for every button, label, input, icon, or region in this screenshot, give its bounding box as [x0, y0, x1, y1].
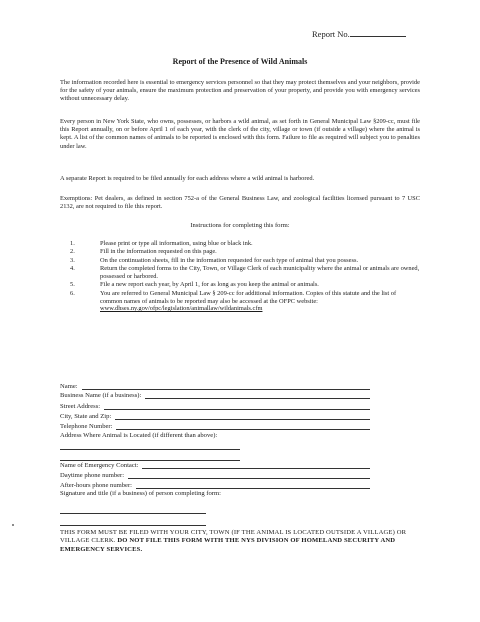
- exemptions-paragraph: Exemptions: Pet dealers, as defined in section 752-a of the General Business Law, and zoological facilities licensed pursuant to 7 USC 2132, are not required to file this report.: [60, 195, 420, 211]
- scan-speck: [12, 524, 14, 526]
- instruction-number: 1.: [70, 240, 75, 247]
- instruction-text-body: You are referred to General Municipal Law § 209-cc for additional information. Copies of this statute and the list of common names of animals to be reported may also be accessed at the OFPC website:: [100, 289, 397, 305]
- instruction-item: [70, 248, 420, 256]
- instruction-text: Return the completed forms to the City, Town, or Village Clerk of each municipality where the animal or animals are owned, possessed or harbored.: [100, 265, 420, 280]
- form-title: Report of the Presence of Wild Animals: [172, 57, 308, 66]
- ofpc-website-link[interactable]: www.dhses.ny.gov/ofpc/legislation/animallaw/wildanimals.cfm: [100, 305, 263, 313]
- report-number-field[interactable]: [350, 28, 406, 37]
- intro-paragraph: The information recorded here is essential to emergency services personnel so that they may protect themselves and your neighbors, provide for the safety of your animals, ensure the maximum protection and preservation of your property, and provide you with emergency services without unnecessary delay.: [60, 79, 420, 103]
- business-name-label: Business Name (if a business):: [60, 392, 142, 399]
- instruction-text: File a new report each year, by April 1, for as long as you keep the animal or animals.: [100, 281, 319, 289]
- business-name-field[interactable]: [60, 392, 370, 399]
- instruction-text: Please print or type all information, using blue or black ink.: [100, 240, 253, 247]
- report-number-label: Report No.: [312, 29, 350, 39]
- instruction-number: 6.: [70, 289, 75, 297]
- separate-report-paragraph: A separate Report is required to be filed annually for each address where a wild animal is harbored.: [60, 175, 315, 182]
- instruction-number: 3.: [70, 256, 75, 264]
- instruction-text: Fill in the information requested on this page.: [100, 248, 217, 256]
- instruction-text: [100, 290, 420, 313]
- report-number: [312, 28, 406, 39]
- instruction-item: [70, 265, 420, 281]
- after-hours-phone-field[interactable]: [60, 482, 370, 489]
- filing-notice-text: THIS FORM MUST BE FILED WITH YOUR CITY, TOWN (IF THE ANIMAL IS LOCATED OUTSIDE A VILLAGE) OR VILLAGE CLERK.: [60, 529, 407, 545]
- instructions-heading: Instructions for completing this form:: [190, 222, 290, 229]
- name-input-line[interactable]: [82, 383, 370, 390]
- instruction-item: [70, 281, 420, 289]
- after-hours-phone-label: After-hours phone number:: [60, 482, 133, 489]
- street-address-field[interactable]: [60, 403, 370, 410]
- instruction-number: 2.: [70, 248, 75, 256]
- animal-location-input-line-1[interactable]: [60, 449, 240, 450]
- name-field[interactable]: [60, 383, 370, 390]
- emergency-contact-label: Name of Emergency Contact:: [60, 462, 139, 469]
- instruction-item: [70, 290, 420, 313]
- daytime-phone-label: Daytime phone number:: [60, 472, 125, 479]
- city-state-zip-label: City, State and Zip:: [60, 413, 112, 420]
- emergency-contact-input-line[interactable]: [142, 462, 370, 469]
- animal-location-input-line-2[interactable]: [60, 460, 240, 461]
- name-label: Name:: [60, 383, 78, 390]
- filing-notice-warning: DO NOT FILE THIS FORM WITH THE NYS DIVISION OF HOMELAND SECURITY AND EMERGENCY SERVICES.: [60, 537, 396, 553]
- business-name-input-line[interactable]: [145, 392, 370, 399]
- emergency-contact-field[interactable]: [60, 462, 370, 469]
- city-state-zip-input-line[interactable]: [115, 413, 370, 420]
- city-state-zip-field[interactable]: [60, 413, 370, 420]
- instruction-item: [70, 257, 420, 265]
- instruction-number: 5.: [70, 281, 75, 289]
- telephone-input-line[interactable]: [116, 423, 370, 430]
- instruction-text: On the continuation sheets, fill in the information requested for each type of animal that you possess.: [100, 256, 359, 264]
- street-address-input-line[interactable]: [104, 403, 370, 410]
- filing-notice: [60, 529, 420, 554]
- signature-label: Signature and title (if a business) of person completing form:: [60, 490, 221, 497]
- signature-input-line-1[interactable]: [60, 513, 206, 514]
- instructions-list: [70, 240, 420, 314]
- signature-input-line-2[interactable]: [60, 525, 206, 526]
- after-hours-phone-input-line[interactable]: [136, 482, 370, 489]
- street-address-label: Street Address:: [60, 403, 101, 410]
- legal-requirement-paragraph: Every person in New York State, who owns, possesses, or harbors a wild animal, as set forth in General Municipal Law §209-cc, must file this Report annually, on or before April 1 of each year, with the clerk of the city, village or town (if outside a village) where the animal is kept. A list of the common names of animals to be reported is enclosed with this form. Failure to file as required will subject you to penalties under law.: [60, 118, 420, 150]
- instruction-number: 4.: [70, 265, 75, 273]
- telephone-label: Telephone Number:: [60, 423, 113, 430]
- animal-location-label: Address Where Animal is Located (if different than above):: [60, 432, 218, 439]
- daytime-phone-field[interactable]: [60, 472, 370, 479]
- daytime-phone-input-line[interactable]: [128, 472, 370, 479]
- telephone-field[interactable]: [60, 423, 370, 430]
- instruction-item: [70, 240, 420, 248]
